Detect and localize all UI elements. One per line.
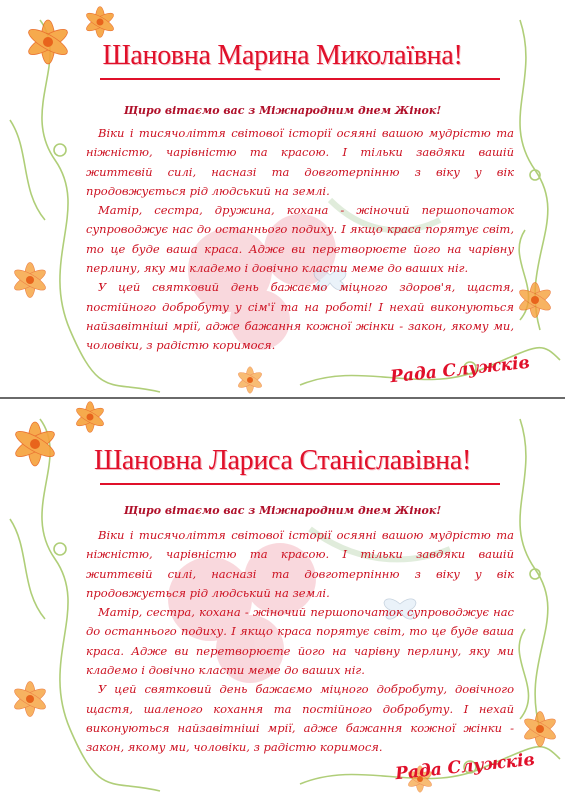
greeting-line: Щиро вітаємо вас з Міжнародним днем Жінок! bbox=[123, 504, 442, 517]
greeting-card-2 bbox=[0, 399, 565, 797]
card-body bbox=[86, 124, 514, 356]
paragraph-1: Віки і тисячоліття світової історії осяяні вашою мудрістю та ніжністю, чарівністю та красою. І тільки завдяки вашій життєвій силі, насназі та довготерпінню з віку у вік продовжується рід людський на землі. bbox=[86, 528, 514, 600]
greeting-line: Щиро вітаємо вас з Міжнародним днем Жінок! bbox=[123, 104, 442, 117]
card-title: Шановна Марина Миколаївна! bbox=[102, 40, 463, 71]
lily-flower-icon bbox=[12, 262, 48, 297]
title-underline bbox=[100, 483, 500, 485]
lily-flower-icon bbox=[236, 367, 263, 393]
title-underline bbox=[100, 78, 500, 80]
signature: Рада Служків bbox=[394, 749, 536, 785]
lily-flower-icon bbox=[84, 7, 116, 38]
paragraph-3: У цей святковий день бажаємо міцного здоров'я, щастя, постійного добробуту у сім'ї та на роботі! І нехай виконуються найзавітніші мрії, адже бажання кожної жінки - закон, якому ми, чоловіки, з радістю коримося. bbox=[86, 280, 514, 353]
lily-flower-icon bbox=[522, 711, 558, 746]
card-body bbox=[86, 526, 514, 758]
lily-flower-icon bbox=[517, 282, 553, 317]
paragraph-3: У цей святковий день бажаємо міцного добробуту, довічного щастя, шаленого кохання та постійного добробуту. І нехай виконуються найзавітніші мрії, адже бажання кожної жінки - закон, якому ми, чоловіки, з радістю коримося. bbox=[86, 682, 514, 755]
greeting-card-1 bbox=[0, 0, 565, 398]
paragraph-2: Матір, сестра, кохана - жіночий першопочаток супроводжує нас до останнього подиху. І якщо краса порятує світ, то це буде ваша краса. Адже ви перетворюєте його на чарівну перлину, яку ми кладемо і довічно класти меме до ваших ніг. bbox=[86, 605, 514, 678]
card-title: Шановна Лариса Станіславівна! bbox=[93, 445, 472, 476]
lily-flower-icon bbox=[74, 402, 106, 433]
lily-flower-icon bbox=[12, 681, 48, 716]
paragraph-1: Віки і тисячоліття світової історії осяяні вашою мудрістю та ніжністю, чарівністю та красою. І тільки завдяки вашій життєвій силі, насназі та довготерпінню з віку у вік продовжується рід людський на землі. bbox=[86, 126, 514, 198]
signature: Рада Служків bbox=[389, 352, 531, 388]
paragraph-2: Матір, сестра, дружина, кохана - жіночий першопочаток супроводжує нас до останнього подиху. І якщо краса порятує світ, то це буде ваша краса. Адже ви перетворюєте його на чарівну перлину, яку ми кладемо і довічно класти меме до ваших ніг. bbox=[86, 203, 514, 276]
